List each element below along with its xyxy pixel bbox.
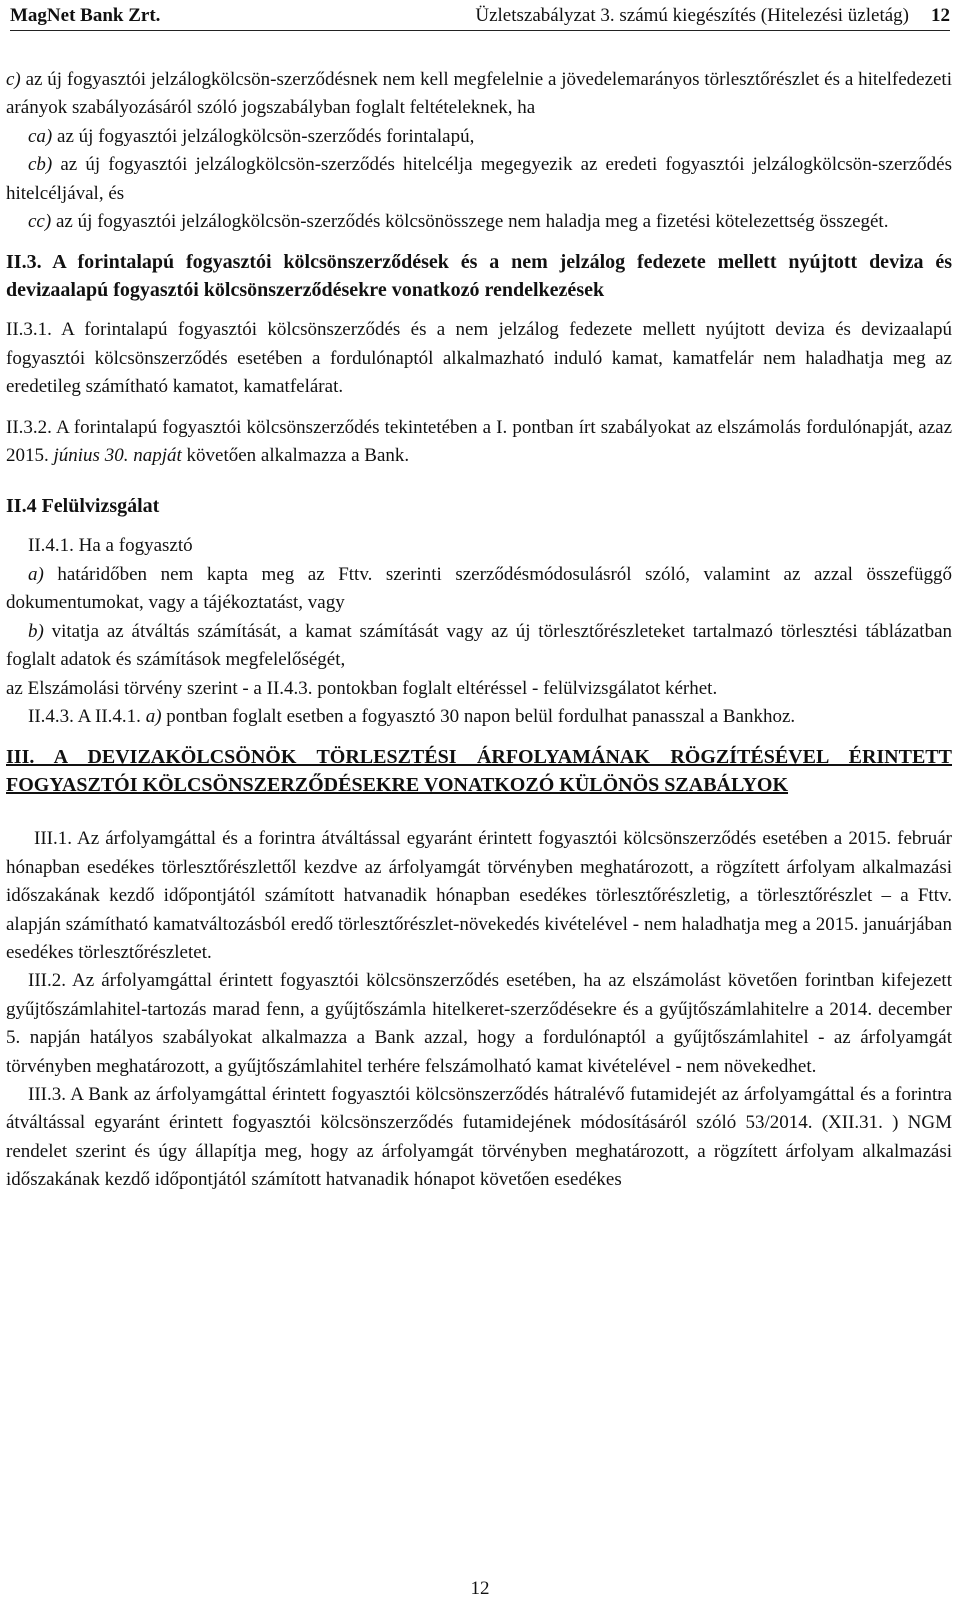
page-content (6, 66, 952, 1195)
paragraph-ii31: II.3.1. A forintalapú fogyasztói kölcsönszerződés és a nem jelzálog fedezete mellett nyújtott deviza és devizaalapú fogyasztói kölcsönszerződés esetében a fordulónaptól alkalmazható induló kamat, kamatfelár nem haladhatja meg az eredetileg számítható kamatot, kamatfelárat. (6, 319, 952, 398)
paragraph-elszamolasi: az Elszámolási törvény szerint - a II.4.3. pontokban foglalt eltéréssel - felülvizsgálatot kérhet. (6, 677, 718, 699)
text-run: II.3.2. A forintalapú fogyasztói kölcsönszerződés tekintetében a I. pontban írt szabályokat az elszámolás fordulónapját, azaz 2015. (6, 416, 952, 467)
page-number-footer: 12 (470, 1578, 490, 1599)
item-text: vitatja az átváltás számítását, a kamat számítását vagy az új törlesztőrészleteket tartalmazó törlesztési táblázatban foglalt adatok és számítások megfelelőségét, (6, 620, 952, 671)
bank-name: MagNet Bank Zrt. (10, 5, 161, 26)
paragraph-c (6, 66, 952, 123)
item-text: az új fogyasztói jelzálogkölcsön-szerződés kölcsönösszege nem haladja meg a fizetési kötelezettség összegét. (51, 211, 889, 233)
paragraph-a (6, 561, 952, 618)
italic-run: a) (145, 705, 162, 727)
paragraph-ii41: II.4.1. Ha a fogyasztó (28, 535, 193, 557)
paragraph-cb (6, 151, 952, 208)
section-heading-ii3: II.3. A forintalapú fogyasztói kölcsönszerződések és a nem jelzálog fedezete mellett nyújtott deviza és devizaalapú fogyasztói kölcsönszerződésekre vonatkozó rendelkezések (6, 251, 952, 302)
header-page-number: 12 (931, 5, 950, 26)
section-heading-iii: III. A DEVIZAKÖLCSÖNÖK TÖRLESZTÉSI ÁRFOLYAMÁNAK RÖGZÍTÉSÉVEL ÉRINTETT FOGYASZTÓI KÖLCSÖNSZERZŐDÉSEKRE VONATKOZÓ KÜLÖNÖS SZABÁLYOK (6, 746, 952, 797)
paragraph-iii2: III.2. Az árfolyamgáttal érintett fogyasztói kölcsönszerződés esetében, ha az elszámolást követően forintban kifejezett gyűjtőszámlahitel-tartozás marad fenn, a gyűjtőszámla hitelkeret-szerződésekre és a gyűjtőszámlahitelre a 2014. december 5. napján hatályos szabályokat alkalmazza a Bank azzal, hogy a fordulónaptól a gyűjtőszámlahitel - az árfolyamgát törvényben meghatározott, a gyűjtőszámlahitel terhére felszámolható kamat kivételével - nem növekedhet. (6, 970, 952, 1077)
paragraph-b (6, 618, 952, 675)
item-text: az új fogyasztói jelzálogkölcsön-szerződésnek nem kell megfelelnie a jövedelemarányos törlesztőrészlet és a hitelfedezeti arányok szabályozásáról szóló jogszabályban foglalt feltételeknek, ha (6, 69, 952, 119)
paragraph-ii43 (6, 703, 952, 731)
text-run: követően alkalmazza a Bank. (181, 445, 410, 467)
italic-run: június 30. napját (53, 445, 182, 467)
text-run: pontban foglalt esetben a fogyasztó 30 napon belül fordulhat panasszal a Bankhoz. (161, 705, 796, 727)
paragraph-ii32 (6, 414, 952, 471)
header-right (475, 4, 950, 28)
item-text: az új fogyasztói jelzálogkölcsön-szerződés forintalapú, (52, 125, 475, 147)
page-header (10, 4, 950, 31)
item-label: cc) (28, 211, 52, 233)
section-heading-ii4: II.4 Felülvizsgálat (6, 495, 160, 518)
item-label: b) (28, 620, 44, 642)
item-label: cb) (28, 154, 53, 176)
item-text: határidőben nem kapta meg az Fttv. szerinti szerződésmódosulásról szóló, valamint az azzal összefüggő dokumentumokat, vagy a tájékoztatást, vagy (6, 563, 952, 614)
document-title: Üzletszabályzat 3. számú kiegészítés (Hitelezési üzletág) (475, 5, 909, 26)
paragraph-iii1: III.1. Az árfolyamgáttal és a forintra átváltással egyaránt érintett fogyasztói kölcsönszerződés esetében a 2015. február hónapban esedékes törlesztőrészlettől kezdve az árfolyamgát törvényben meghatározott, a rögzített árfolyam alkalmazási időszakának kezdő időpontjától számított hatvanadik hónapban esedékes törlesztőrészletig, a törlesztőrészlet – a Fttv. alapján számítható kamatváltozásból eredő törlesztőrészlet-növekedés kivételével - nem haladhatja meg a 2015. januárjában esedékes törlesztőrészletet. (6, 828, 952, 963)
item-label: a) (28, 563, 44, 585)
paragraph-cc (6, 208, 952, 236)
text-run: II.4.3. A II.4.1. (28, 705, 146, 727)
item-text: az új fogyasztói jelzálogkölcsön-szerződés hitelcélja megegyezik az eredeti fogyasztói jelzálogkölcsön-szerződés hitelcéljával, és (6, 154, 952, 204)
item-label: c) (6, 69, 21, 90)
paragraph-ca (6, 123, 952, 151)
item-label: ca) (28, 125, 53, 147)
paragraph-iii3: III.3. A Bank az árfolyamgáttal érintett fogyasztói kölcsönszerződés hátralévő futamidejét az árfolyamgáttal és a forintra átváltással egyaránt érintett fogyasztói kölcsönszerződés futamidejének módosításáról szóló 53/2014. (XII.31. ) NGM rendelet szerint és úgy állapítja meg, hogy az árfolyamgát törvényben meghatározott, a rögzített árfolyam alkalmazási időszakának kezdő időpontjától számított hatvanadik hónapot követően esedékes (6, 1083, 952, 1191)
